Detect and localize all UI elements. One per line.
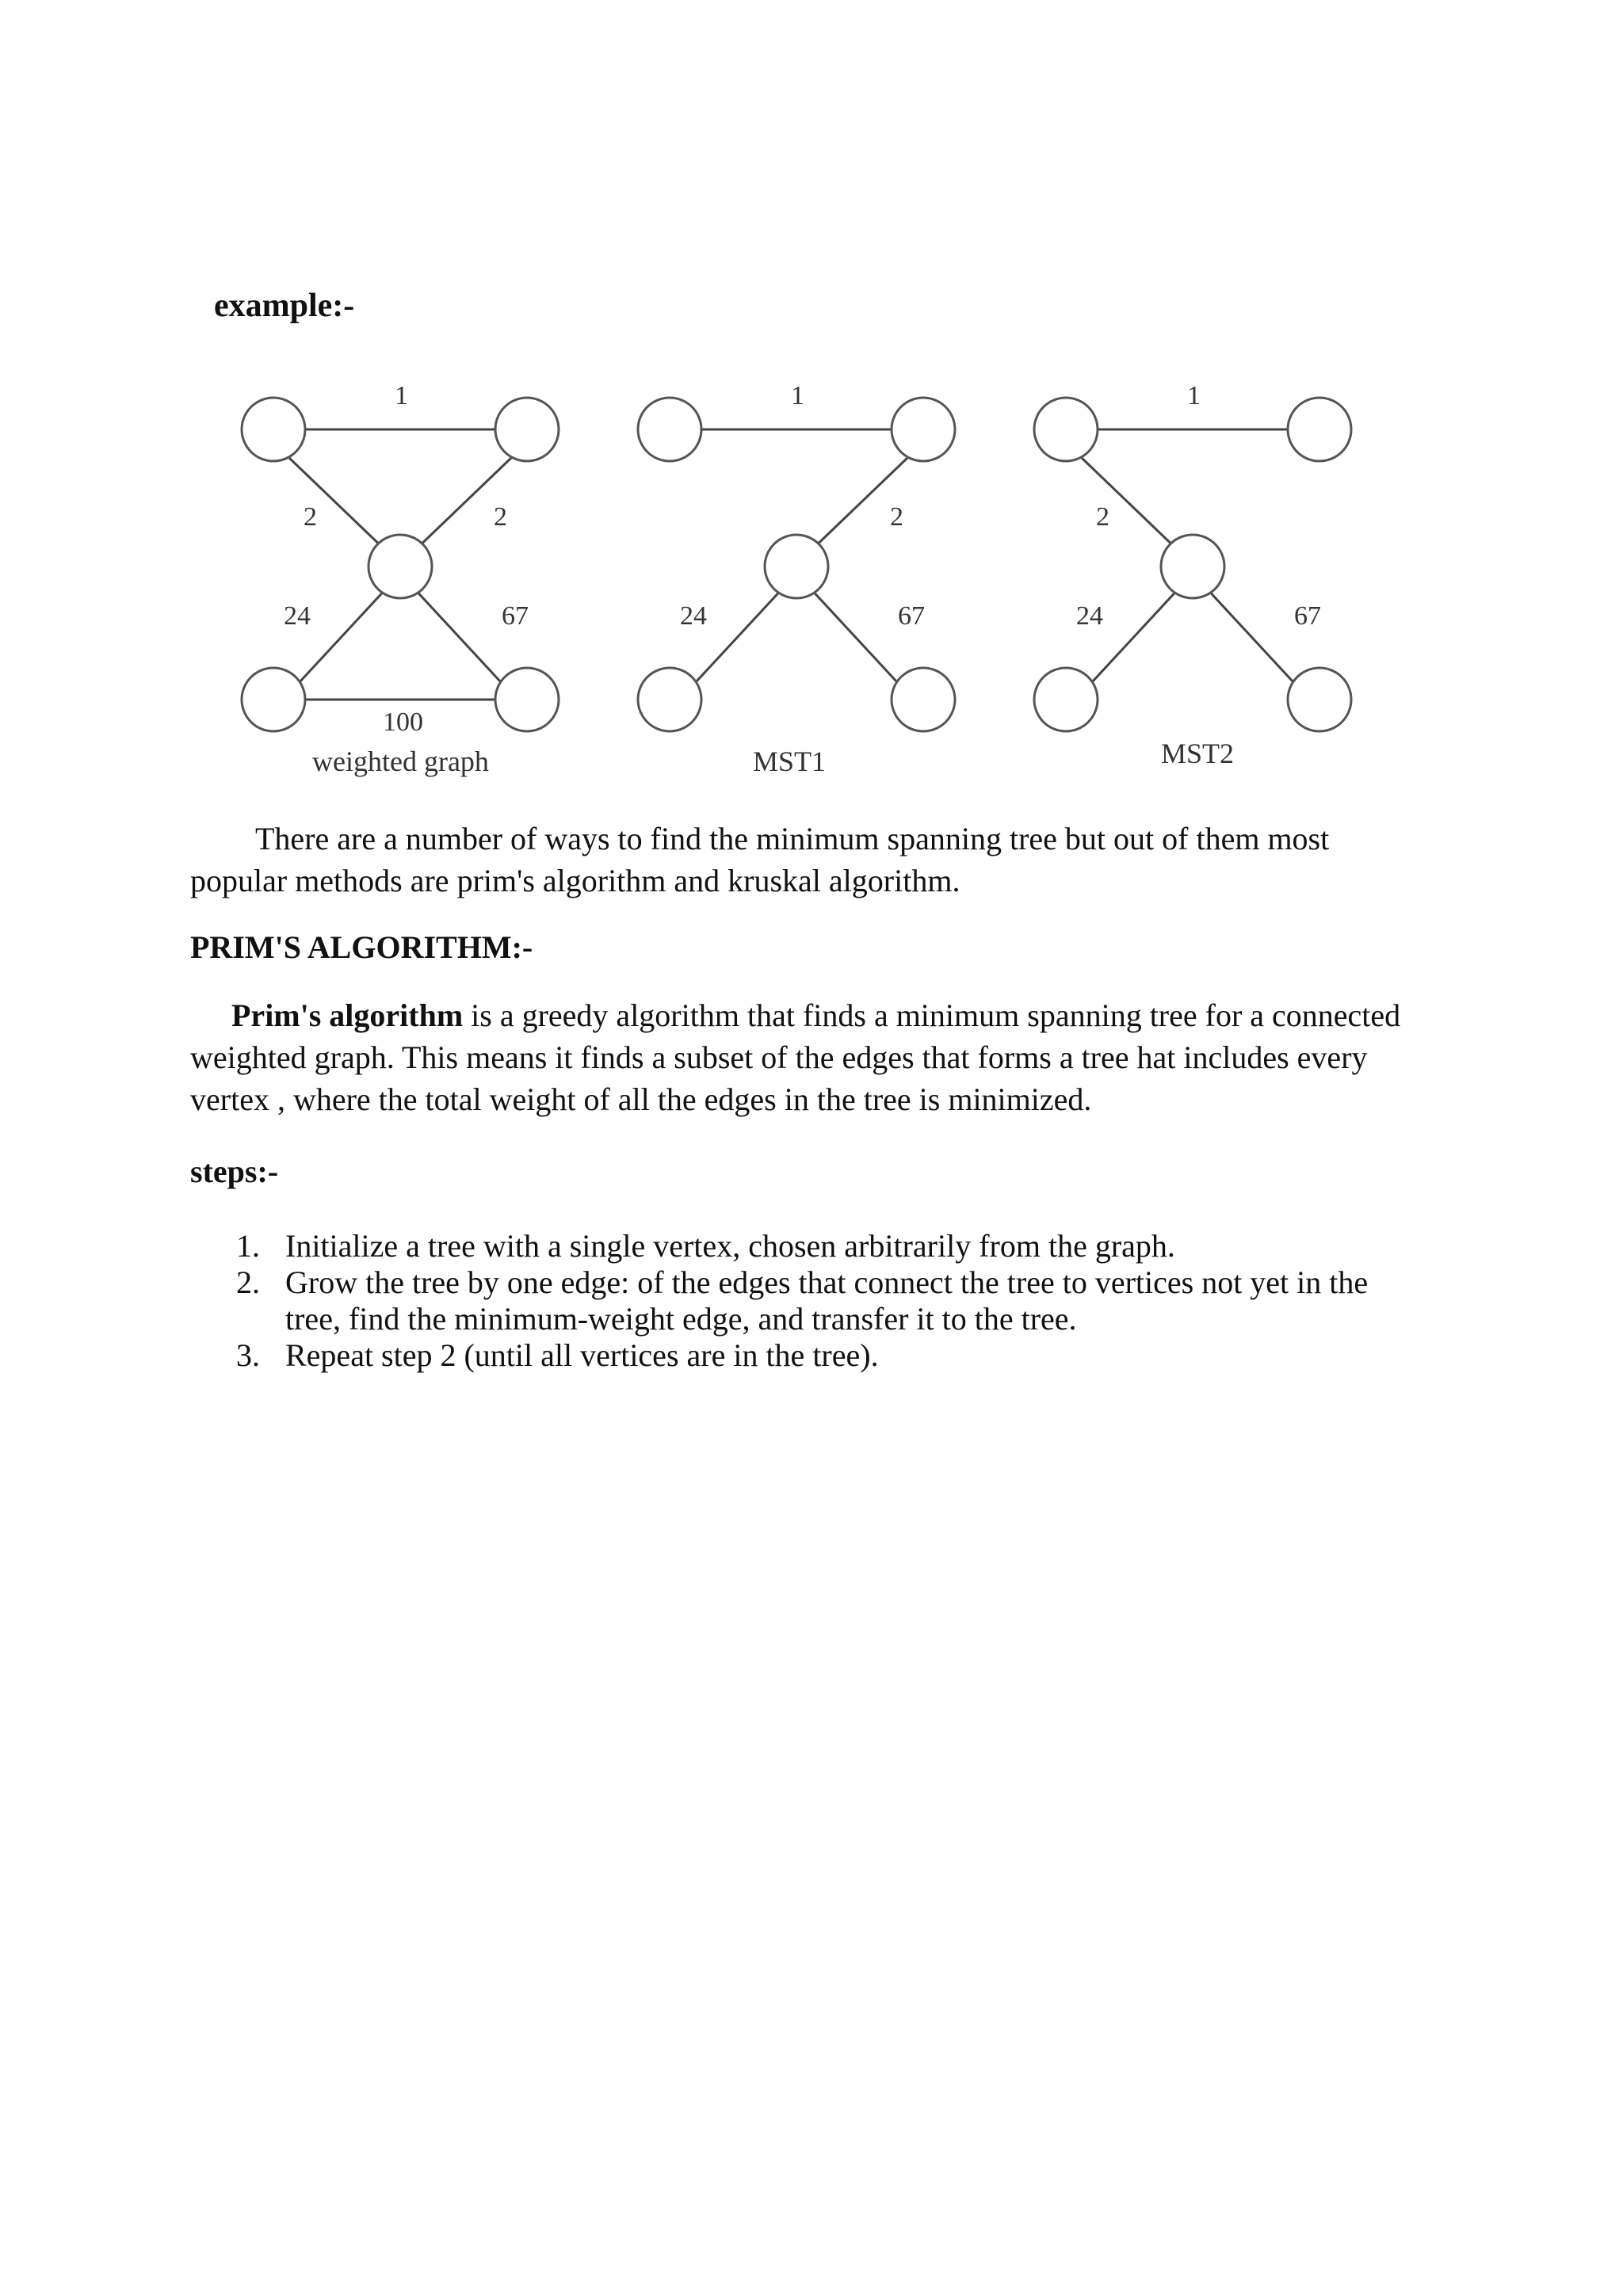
step-text: Initialize a tree with a single vertex, chosen arbitrarily from the graph. xyxy=(285,1228,1175,1264)
mst2-node xyxy=(1034,398,1098,461)
mst1-edge-label: 2 xyxy=(890,502,903,532)
graph-figure-svg xyxy=(230,372,1387,800)
wg-edge-label: 24 xyxy=(284,601,311,631)
wg-node xyxy=(369,535,432,598)
wg-edge-right-lower xyxy=(412,586,511,693)
step-number: 1. xyxy=(236,1228,260,1264)
mst1-edge-label: 24 xyxy=(680,601,707,631)
step-number: 2. xyxy=(236,1264,260,1300)
mst2-graph xyxy=(1034,381,1351,769)
prims-paragraph xyxy=(190,994,1426,1120)
step-number: 3. xyxy=(236,1337,260,1373)
example-heading: example:- xyxy=(214,288,355,324)
mst1-node xyxy=(892,668,955,731)
wg-node xyxy=(242,398,305,461)
weighted-graph xyxy=(242,381,559,777)
mst2-caption: MST2 xyxy=(1161,738,1235,769)
wg-edge-label: 1 xyxy=(395,381,408,410)
step-item xyxy=(190,1337,1426,1374)
prims-heading: PRIM'S ALGORITHM:- xyxy=(190,929,533,965)
graph-figure xyxy=(230,372,1387,800)
mst2-node xyxy=(1288,398,1351,461)
mst1-graph xyxy=(638,381,955,777)
step-item xyxy=(190,1264,1426,1337)
wg-edge-label: 67 xyxy=(502,601,529,631)
mst2-edge-label: 1 xyxy=(1187,381,1201,410)
mst1-caption: MST1 xyxy=(753,746,827,777)
mst2-edge-label: 24 xyxy=(1076,601,1103,631)
mst2-node xyxy=(1161,535,1224,598)
mst2-node xyxy=(1288,668,1351,731)
wg-node xyxy=(495,668,559,731)
step-text: Repeat step 2 (until all vertices are in the tree). xyxy=(285,1337,879,1373)
prims-bold-term: Prim's algorithm xyxy=(231,997,464,1033)
mst1-edge-right-lower xyxy=(808,586,907,693)
prims-description: is a greedy algorithm that finds a minimum spanning tree for a connected weighted graph. This means it finds a subset of the edges that forms a tree hat includes every vertex , where the total weight of all the edges in the tree is minimized. xyxy=(190,997,1401,1117)
wg-caption: weighted graph xyxy=(312,746,489,777)
mst2-edge-label: 67 xyxy=(1294,601,1321,631)
wg-node xyxy=(495,398,559,461)
wg-edge-label: 2 xyxy=(494,502,507,532)
wg-edge-label: 100 xyxy=(383,707,423,737)
wg-node xyxy=(242,668,305,731)
intro-paragraph: There are a number of ways to find the minimum spanning tree but out of them most popular methods are prim's algorithm and kruskal algorithm. xyxy=(190,821,1330,898)
steps-heading: steps:- xyxy=(190,1154,279,1189)
mst1-node xyxy=(638,668,701,731)
mst2-node xyxy=(1034,668,1098,731)
step-text: Grow the tree by one edge: of the edges that connect the tree to vertices not yet in the tree, find the minimum-weight edge, and transfer it to the tree. xyxy=(285,1264,1369,1337)
mst1-node xyxy=(892,398,955,461)
mst2-edge-right-lower xyxy=(1205,586,1304,693)
mst1-node xyxy=(638,398,701,461)
mst2-edge-label: 2 xyxy=(1096,502,1109,532)
mst1-node xyxy=(765,535,828,598)
mst1-edge-label: 1 xyxy=(791,381,804,410)
step-item xyxy=(190,1228,1426,1264)
steps-list xyxy=(190,1228,1426,1374)
mst1-edge-label: 67 xyxy=(898,601,925,631)
wg-edge-label: 2 xyxy=(304,502,317,532)
